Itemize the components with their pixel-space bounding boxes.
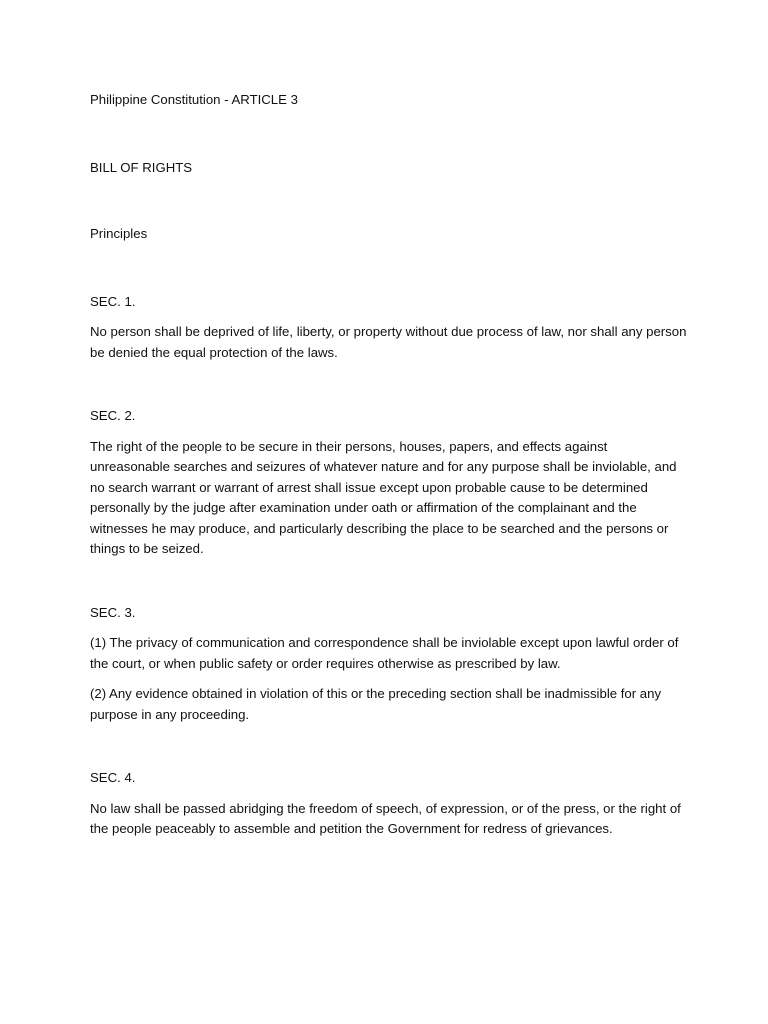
document-heading: BILL OF RIGHTS [90,159,193,175]
section-paragraph: (2) Any evidence obtained in violation of this or the preceding section shall be inadmissible for any purpose in any proceeding. [90,686,662,722]
section-1 [90,292,690,364]
section-label: SEC. 2. [90,408,136,423]
section-4 [90,768,690,840]
section-label: SEC. 4. [90,770,136,785]
section-paragraph: No person shall be deprived of life, liberty, or property without due process of law, nor shall any person be denied the equal protection of the laws. [90,324,687,360]
section-paragraph: No law shall be passed abridging the freedom of speech, of expression, or of the press, or the right of the people peaceably to assemble and petition the Government for redress of grievances. [90,800,681,836]
section-paragraph: The right of the people to be secure in their persons, houses, papers, and effects against unreasonable searches and seizures of whatever nature and for any purpose shall be inviolable, and no search warrant or warrant of arrest shall issue except upon probable cause to be determined personally by the judge after examination under oath or affirmation of the complainant and the witnesses he may produce, and particularly describing the place to be searched and the persons or things to be seized. [90,438,677,556]
document-subheading: Principles [90,226,148,241]
document-body [90,90,690,850]
section-2 [90,406,690,560]
document-title: Philippine Constitution - ARTICLE 3 [90,92,298,107]
section-label: SEC. 1. [90,293,136,309]
section-paragraph: (1) The privacy of communication and correspondence shall be inviolable except upon lawful order of the court, or when public safety or order requires otherwise as prescribed by law. [90,635,679,671]
section-3 [90,603,690,726]
section-label: SEC. 3. [90,604,136,620]
